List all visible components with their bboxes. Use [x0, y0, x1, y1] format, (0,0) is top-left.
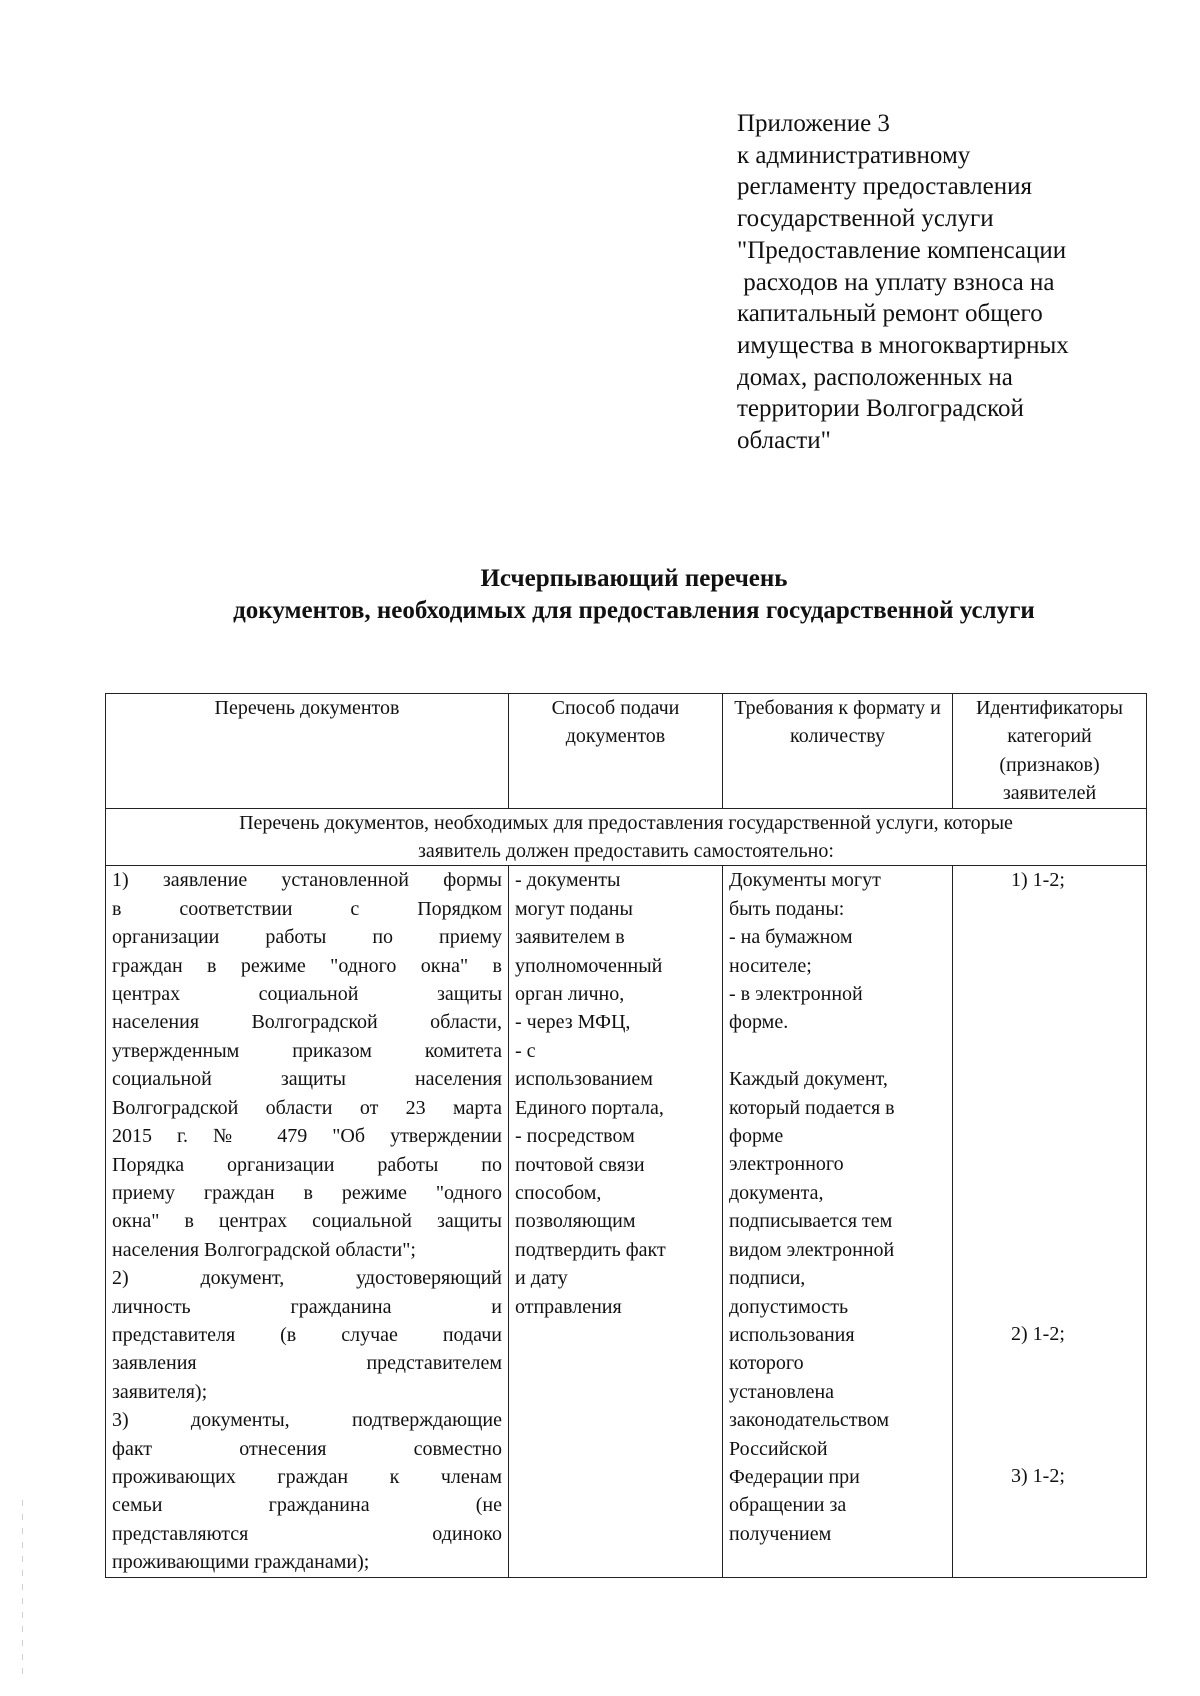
section-line: заявитель должен предоставить самостоятельно: [418, 840, 834, 863]
identifier-3: 3) 1-2; [1011, 1465, 1065, 1488]
text-line: населения Волгоградской области, [112, 1011, 502, 1034]
text-line: документа, [729, 1181, 824, 1204]
text-line: обращении за [729, 1494, 847, 1517]
text-line: приему граждан в режиме "одного [112, 1181, 502, 1204]
text-line: Российской [729, 1437, 828, 1460]
documents-list-cell [106, 866, 509, 1577]
text-line: 3) документы, подтверждающие [112, 1409, 502, 1432]
documents-table [105, 693, 1147, 1578]
text-line: отправления [515, 1295, 622, 1318]
table-header-row [106, 694, 1147, 809]
text-line: - посредством [515, 1125, 635, 1148]
text-line: заявителя); [112, 1380, 208, 1403]
text-line: способом, [515, 1181, 602, 1204]
blank-line [729, 1037, 946, 1065]
identifier-1: 1) 1-2; [1011, 869, 1065, 892]
submission-method-cell [509, 866, 723, 1577]
appendix-note [737, 108, 1157, 457]
appendix-line: "Предоставление компенсации [737, 236, 1067, 264]
title-line-1: Исчерпывающий перечень [480, 565, 788, 592]
text-line: факт отнесения совместно [112, 1437, 502, 1460]
text-line: форме. [729, 1011, 789, 1034]
text-line: заявителем в [515, 926, 625, 949]
header-format-requirements: Требования к формату и количеству [723, 694, 953, 809]
text-line: центрах социальной защиты [112, 983, 502, 1006]
text-line: окна" в центрах социальной защиты [112, 1210, 502, 1233]
text-line: - через МФЦ, [515, 1011, 631, 1034]
text-line: и дату [515, 1267, 568, 1290]
text-line: 1) заявление установленной формы [112, 869, 502, 892]
text-line: личность гражданина и [112, 1295, 502, 1318]
identifier-2: 2) 1-2; [1011, 1323, 1065, 1346]
appendix-line: расходов на уплату взноса на [737, 268, 1055, 296]
applicant-identifiers-cell [953, 866, 1147, 1577]
text-line: социальной защиты населения [112, 1068, 502, 1091]
text-line: Документы могут [729, 869, 881, 892]
appendix-line: имущества в многоквартирных [737, 331, 1069, 359]
text-line: организации работы по приему [112, 926, 502, 949]
table-section-row [106, 808, 1147, 866]
text-line: проживающими гражданами); [112, 1551, 370, 1574]
appendix-line: области" [737, 427, 831, 455]
text-line: Каждый документ, [729, 1068, 888, 1091]
text-line: - в электронной [729, 983, 863, 1006]
text-line: проживающих граждан к членам [112, 1465, 502, 1488]
text-line: семьи гражданина (не [112, 1494, 502, 1517]
appendix-line: Приложение 3 [737, 110, 890, 137]
appendix-line: территории Волгоградской [737, 395, 1024, 423]
header-documents-list: Перечень документов [106, 694, 509, 809]
text-line: установлена [729, 1380, 835, 1403]
header-submission-method: Способ подачи документов [509, 694, 723, 809]
text-line: - документы [515, 869, 621, 892]
text-line: могут поданы [515, 897, 633, 920]
text-line: подписи, [729, 1267, 806, 1290]
text-line: почтовой связи [515, 1153, 645, 1176]
text-line: Порядка организации работы по [112, 1153, 502, 1176]
section-heading [106, 808, 1147, 866]
appendix-line: государственной услуги [737, 205, 994, 233]
text-line: Федерации при [729, 1465, 860, 1488]
text-line: орган лично, [515, 983, 625, 1006]
format-requirements-cell [723, 866, 953, 1577]
title-line-2: документов, необходимых для предоставления государственной услуги [233, 597, 1035, 624]
appendix-line: домах, расположенных на [737, 363, 1013, 391]
table-row [106, 866, 1147, 1577]
header-applicant-identifiers: Идентификаторы категорий (признаков) заявителей [953, 694, 1147, 809]
text-line: использования [729, 1323, 855, 1346]
text-line: быть поданы: [729, 897, 845, 920]
text-line: использованием [515, 1068, 653, 1091]
appendix-line: к административному [737, 141, 971, 169]
text-line: форме [729, 1125, 784, 1148]
document-title [0, 563, 1200, 627]
text-line: подтвердить факт [515, 1238, 666, 1261]
text-line: утвержденным приказом комитета [112, 1039, 502, 1062]
text-line: который подается в [729, 1096, 895, 1119]
text-line: позволяющим [515, 1210, 636, 1233]
text-line: 2) документ, удостоверяющий [112, 1267, 502, 1290]
appendix-line: регламенту предоставления [737, 173, 1033, 201]
text-line: - с [515, 1039, 536, 1062]
text-line: получением [729, 1522, 832, 1545]
text-line: населения Волгоградской области"; [112, 1238, 416, 1261]
text-line: уполномоченный [515, 954, 663, 977]
text-line: в соответствии с Порядком [112, 897, 502, 920]
scan-edge-mark [22, 1500, 23, 1680]
text-line: представителя (в случае подачи [112, 1323, 502, 1346]
text-line: Единого портала, [515, 1096, 664, 1119]
text-line: электронного [729, 1153, 844, 1176]
text-line: законодательством [729, 1409, 890, 1432]
text-line: 2015 г. № 479 "Об утверждении [112, 1125, 502, 1148]
text-line: носителе; [729, 954, 812, 977]
appendix-line: капитальный ремонт общего [737, 300, 1043, 328]
text-line: видом электронной [729, 1238, 895, 1261]
text-line: Волгоградской области от 23 марта [112, 1096, 502, 1119]
text-line: заявления представителем [112, 1352, 502, 1375]
text-line: - на бумажном [729, 926, 853, 949]
text-line: подписывается тем [729, 1210, 893, 1233]
text-line: которого [729, 1352, 804, 1375]
section-line: Перечень документов, необходимых для предоставления государственной услуги, которые [239, 811, 1013, 834]
text-line: представляются одиноко [112, 1522, 502, 1545]
text-line: допустимость [729, 1295, 849, 1318]
text-line: граждан в режиме "одного окна" в [112, 954, 502, 977]
